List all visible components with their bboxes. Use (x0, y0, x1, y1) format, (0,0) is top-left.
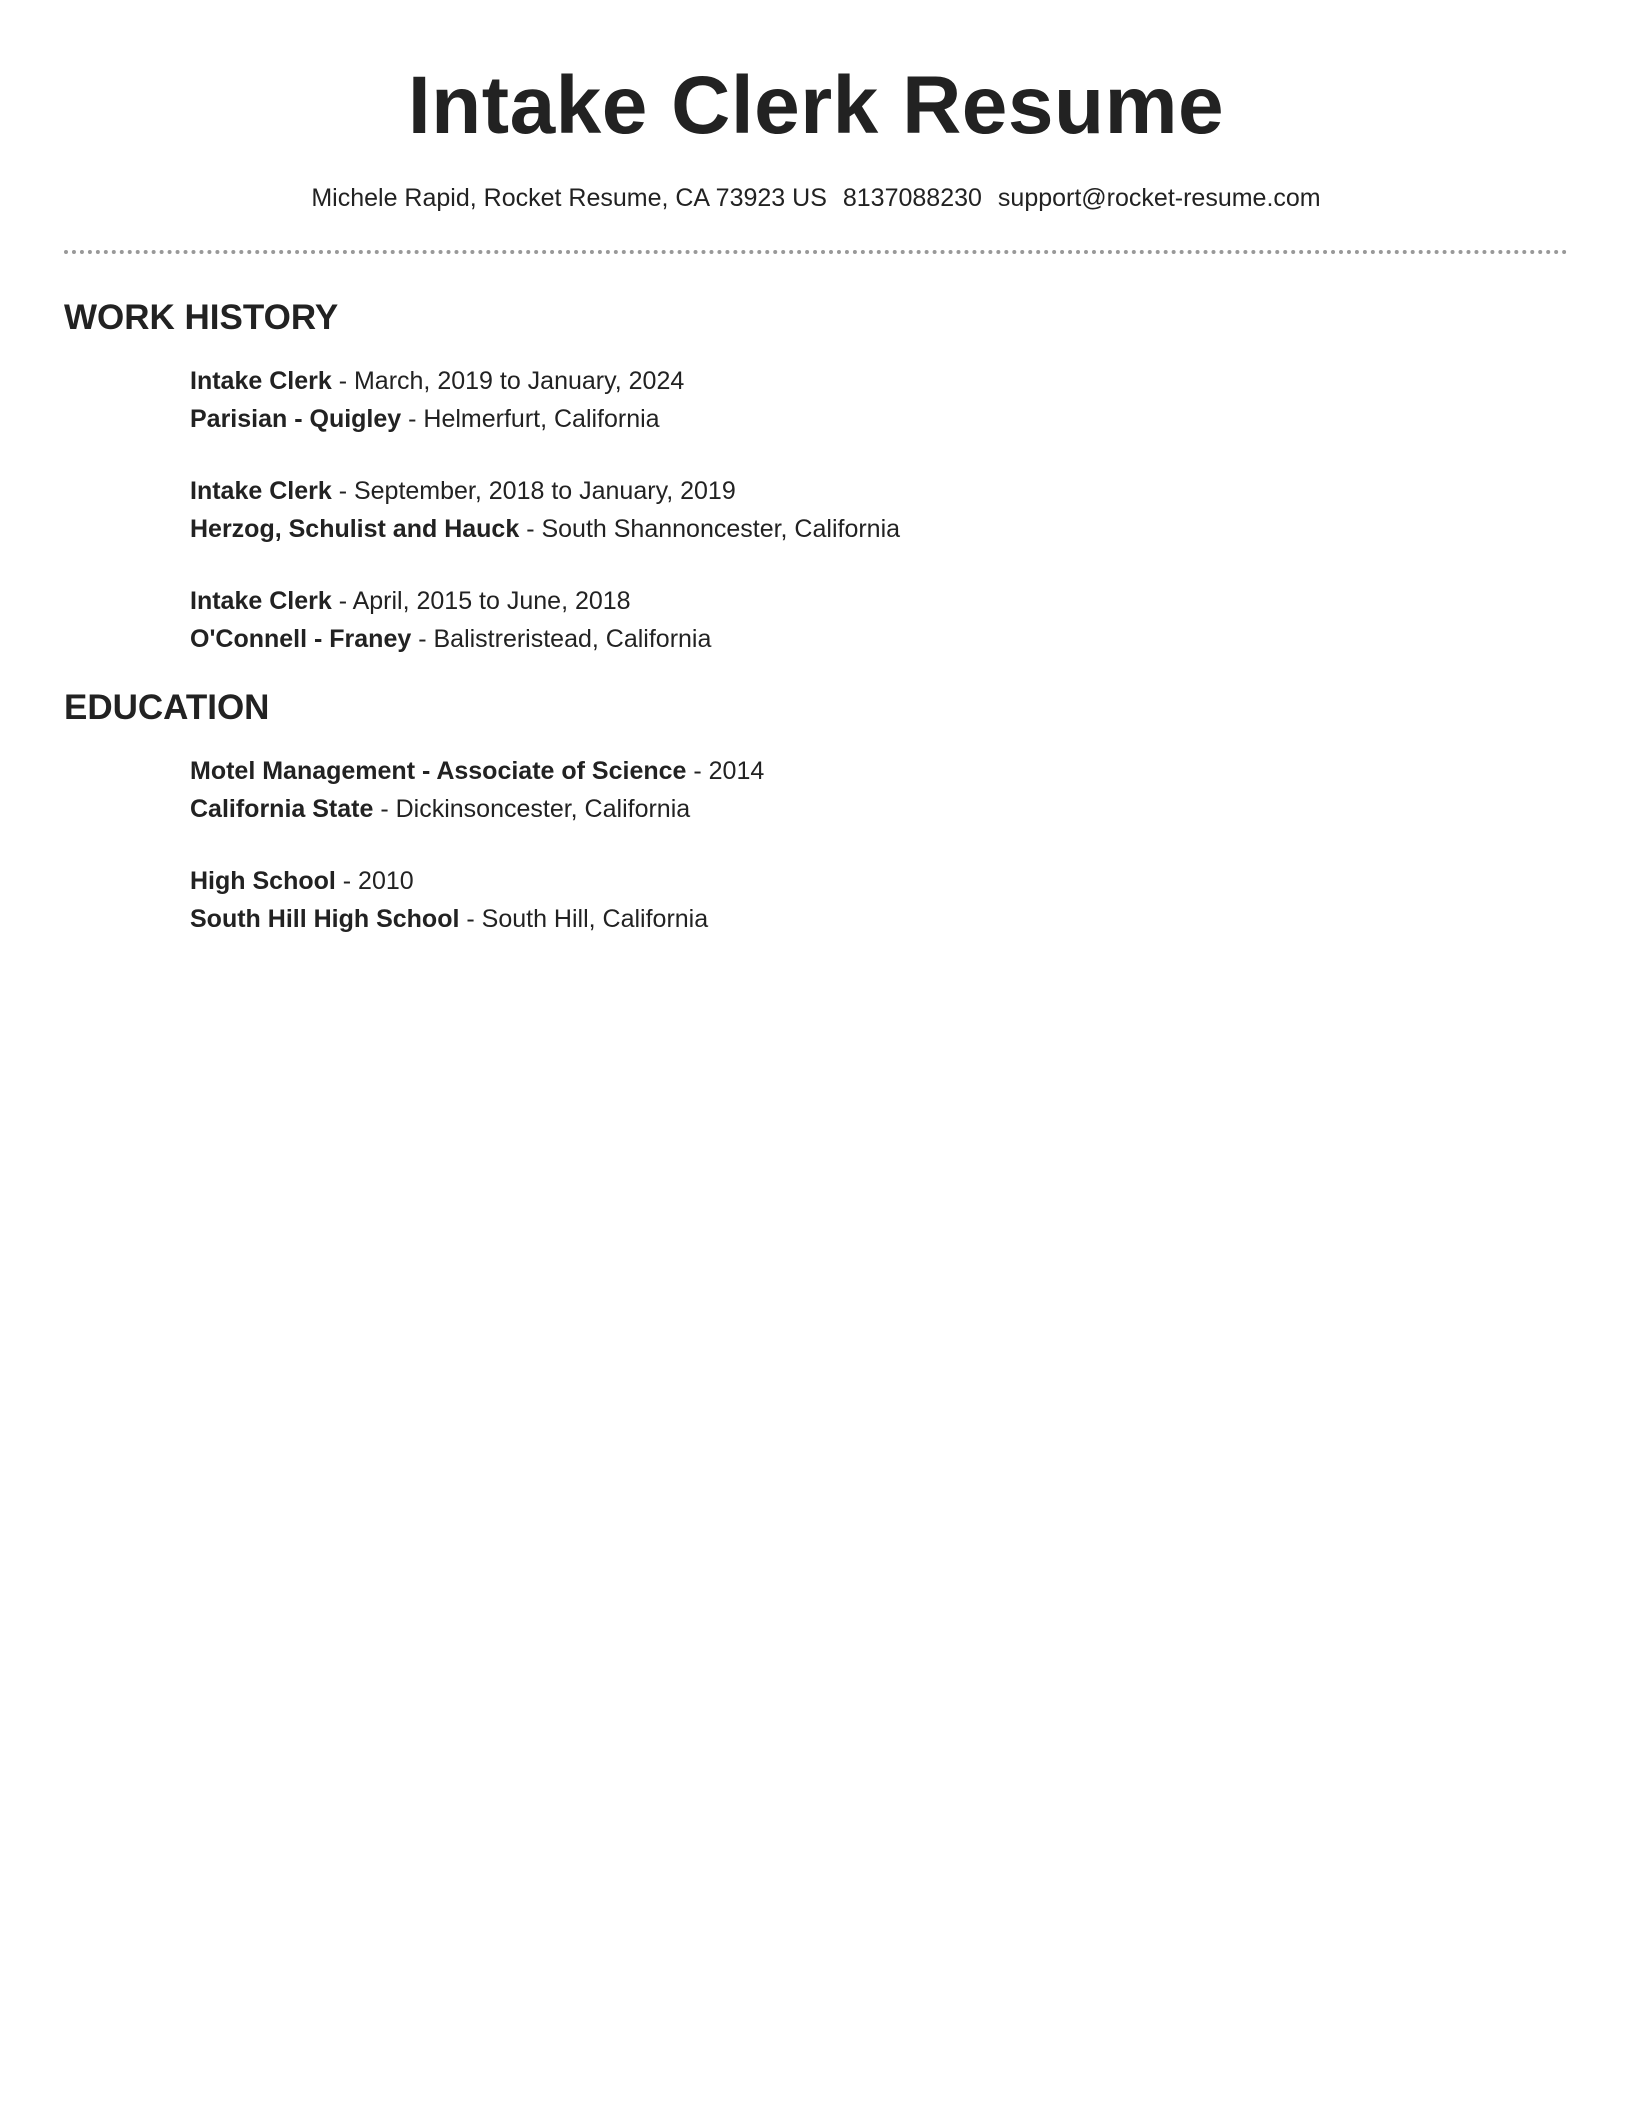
education-degree: Motel Management - Associate of Science (190, 757, 687, 785)
education-degree-line: Motel Management - Associate of Science - 2014 (190, 757, 765, 785)
contact-address: Michele Rapid, Rocket Resume, CA 73923 US (311, 184, 827, 212)
contact-phone: 8137088230 (842, 184, 982, 212)
work-employer: Herzog, Schulist and Hauck (190, 515, 520, 543)
education-location: Dickinsoncester, California (395, 795, 691, 823)
work-role: Intake Clerk (190, 477, 332, 505)
work-employer-line: Parisian - Quigley - Helmerfurt, California (190, 405, 660, 433)
work-location: South Shannoncester, California (541, 515, 901, 543)
education-year: 2010 (358, 867, 414, 895)
work-history-item (190, 362, 1490, 438)
resume-title: Intake Clerk Resume (407, 60, 1225, 151)
work-role-line: Intake Clerk - March, 2019 to January, 2024 (190, 367, 685, 395)
work-employer: Parisian - Quigley (190, 405, 402, 433)
work-employer-line: O'Connell - Franey - Balistreristead, California (190, 625, 712, 653)
work-history-heading: WORK HISTORY (64, 298, 339, 337)
education-location: South Hill, California (481, 905, 709, 933)
work-role: Intake Clerk (190, 367, 332, 395)
header-divider (64, 250, 1568, 254)
work-role-line: Intake Clerk - April, 2015 to June, 2018 (190, 587, 631, 615)
education-school-line: South Hill High School - South Hill, California (190, 905, 709, 933)
education-item (190, 862, 1490, 938)
education-school-line: California State - Dickinsoncester, California (190, 795, 691, 823)
work-location: Helmerfurt, California (423, 405, 660, 433)
work-dates: March, 2019 to January, 2024 (353, 367, 685, 395)
education-degree: High School (190, 867, 336, 895)
education-list (190, 752, 1490, 938)
work-history-list (190, 362, 1490, 658)
work-role: Intake Clerk (190, 587, 332, 615)
work-history-item (190, 582, 1490, 658)
contact-email: support@rocket-resume.com (997, 184, 1321, 212)
education-degree-line: High School - 2010 (190, 867, 414, 895)
contact-info (0, 181, 1632, 215)
work-role-line: Intake Clerk - September, 2018 to January, 2019 (190, 477, 736, 505)
education-heading: EDUCATION (64, 688, 270, 727)
work-location: Balistreristead, California (433, 625, 712, 653)
education-school: South Hill High School (190, 905, 460, 933)
education-item (190, 752, 1490, 828)
work-employer-line: Herzog, Schulist and Hauck - South Shannoncester, California (190, 515, 901, 543)
work-history-item (190, 472, 1490, 548)
education-year: 2014 (708, 757, 765, 785)
work-dates: April, 2015 to June, 2018 (352, 587, 631, 615)
work-dates: September, 2018 to January, 2019 (353, 477, 736, 505)
education-school: California State (190, 795, 374, 823)
work-employer: O'Connell - Franey (190, 625, 412, 653)
